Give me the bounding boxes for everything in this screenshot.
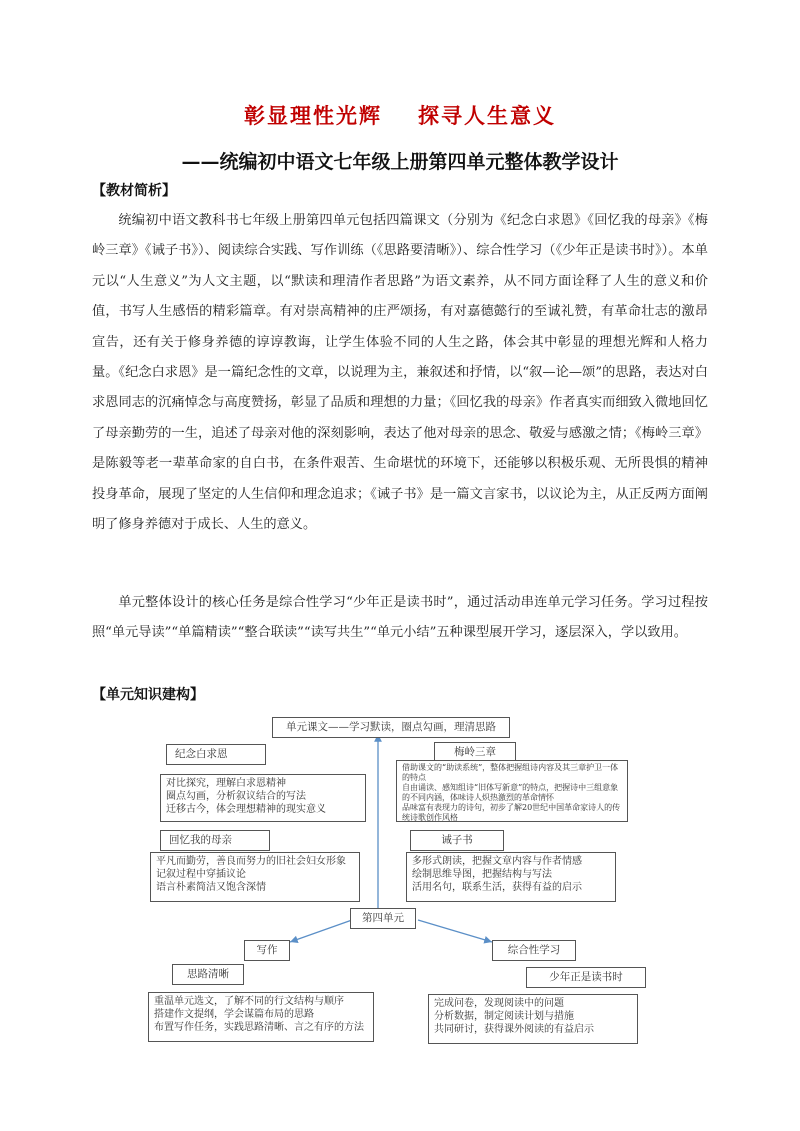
arrow-to-integrated-study: [418, 920, 492, 942]
silu-line-2: 搭建作文提纲，学会谋篇布局的思路: [154, 1009, 314, 1020]
shaonian-line-1: 完成问卷，发现阅读中的问题: [434, 998, 564, 1009]
meiling-line-1: 借助课文的“助读系统”，整体把握组诗内容及其三章护卫一体的特点: [402, 763, 619, 782]
silu-line-1: 重温单元选文，了解不同的行文结构与顺序: [154, 996, 344, 1007]
box-title-jiezi: 诫子书: [410, 830, 504, 851]
jinian-line-2: 圈点勾画，分析叙议结合的写法: [166, 791, 306, 802]
box-content-shaonian: [428, 994, 638, 1044]
box-writing: 写作: [244, 940, 290, 961]
box-title-meiling: 梅岭三章: [434, 742, 516, 763]
box-title-silu: 思路清晰: [172, 964, 244, 985]
title-part-1: 彰显理性光辉: [244, 103, 382, 128]
shaonian-line-3: 共同研讨，获得课外阅读的有益启示: [434, 1024, 594, 1035]
box-content-huiyi: [150, 852, 360, 902]
section-heading-knowledge-structure: 【单元知识建构】: [92, 687, 204, 703]
box-content-meiling: [396, 760, 628, 822]
huiyi-line-3: 语言朴素简洁又饱含深情: [156, 882, 266, 893]
box-content-jiezi: [406, 852, 616, 902]
box-unit-texts: 单元课文——学习默读，圈点勾画，理清思路: [272, 717, 510, 738]
box-title-shaonian: 少年正是读书时: [526, 967, 646, 988]
jinian-line-3: 迁移古今，体会理想精神的现实意义: [166, 804, 326, 815]
box-content-silu: [148, 992, 374, 1042]
jinian-line-1: 对比探究，理解白求恩精神: [166, 778, 286, 789]
box-title-jinian: 纪念白求恩: [166, 744, 266, 765]
arrow-to-writing: [290, 920, 352, 942]
box-center-unit4: 第四单元: [350, 908, 416, 929]
box-integrated-study: 综合性学习: [492, 940, 576, 961]
page-subtitle: ——统编初中语文七年级上册第四单元整体教学设计: [181, 151, 619, 173]
paragraph-analysis: 统编初中语文教科书七年级上册第四单元包括四篇课文（分别为《纪念白求恩》《回忆我的母亲》《梅岭三章》《诫子书》）、阅读综合实践、写作训练（《思路要清晰》）、综合性学习（《少年正是读书时》）。本单元以“人生意义”为人文主题，以“默读和理清作者思路”为语文素养，从不同方面诠释了人生的意义和价值，书写人生感悟的精彩篇章。有对崇高精神的庄严颂扬，有对嘉德懿行的至诚礼赞，有革命壮志的激昂宣告，还有关于修身养德的谆谆教诲，让学生体验不同的人生之路，体会其中彰显的理想光辉和人格力量。《纪念白求恩》是一篇纪念性的文章，以说理为主，兼叙述和抒情，以“叙—论—颂”的思路，表达对白求恩同志的沉痛悼念与高度赞扬，彰显了品质和理想的力量；《回忆我的母亲》作者真实而细致入微地回忆了母亲勤劳的一生，追述了母亲对他的深刻影响，表达了他对母亲的思念、敬爱与感激之情；《梅岭三章》是陈毅等老一辈革命家的自白书，在条件艰苦、生命堪忧的环境下，还能够以积极乐观、无所畏惧的精神投身革命，展现了坚定的人生信仰和理念追求；《诫子书》是一篇文言家书，以议论为主，从正反两方面阐明了修身养德对于成长、人生的意义。: [92, 213, 708, 533]
box-title-huiyi: 回忆我的母亲: [160, 830, 270, 851]
huiyi-line-2: 记叙过程中穿插议论: [156, 869, 246, 880]
shaonian-line-2: 分析数据，制定阅读计划与措施: [434, 1011, 574, 1022]
knowledge-map-diagram: [140, 712, 660, 1072]
section-heading-textbook-analysis: 【教材简析】: [92, 183, 176, 199]
jiezi-line-3: 活用名句，联系生活，获得有益的启示: [412, 882, 582, 893]
jiezi-line-1: 多形式朗读，把握文章内容与作者情感: [412, 856, 582, 867]
title-part-2: 探寻人生意义: [418, 103, 556, 128]
page-title: [0, 100, 800, 130]
meiling-line-2: 自由诵读、感知组诗“旧体写新意”的特点，把握诗中三组意象的不同内涵，体味诗人炽热激烈的革命情怀: [402, 783, 619, 802]
paragraph-core-task: 单元整体设计的核心任务是综合性学习“少年正是读书时”，通过活动串连单元学习任务。学习过程按照“单元导读”“单篇精读”“整合联读”“读写共生”“单元小结”五种课型展开学习，逐层深入，学以致用。: [92, 595, 708, 641]
huiyi-line-1: 平凡而勤劳，善良而努力的旧社会妇女形象: [156, 856, 346, 867]
box-content-jinian: [160, 774, 366, 822]
jiezi-line-2: 绘制思维导图，把握结构与写法: [412, 869, 552, 880]
silu-line-3: 布置写作任务，实践思路清晰、言之有序的方法: [154, 1022, 364, 1033]
meiling-line-3: 品味富有表现力的诗句，初步了解20世纪中国革命家诗人的传统诗歌创作风格: [402, 803, 621, 822]
